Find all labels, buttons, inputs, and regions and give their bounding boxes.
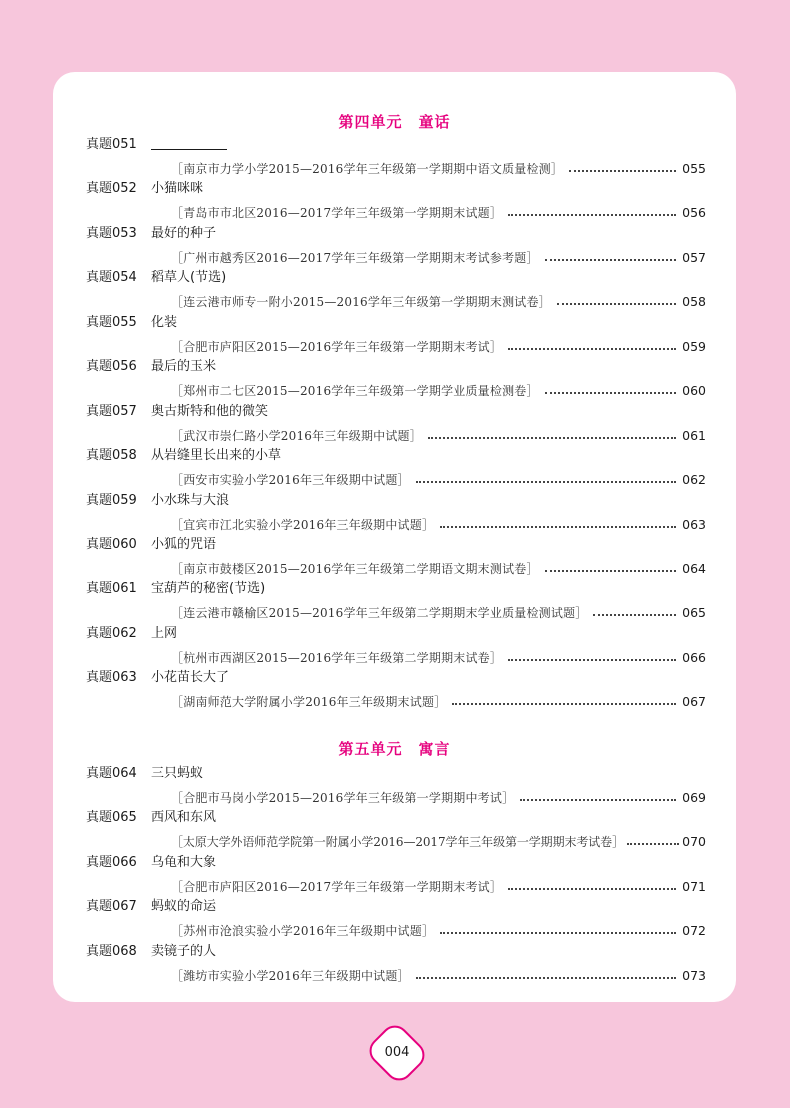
entry-source: ［宜宾市江北实验小学2016年三年级期中试题］ <box>171 517 435 532</box>
entry-source: ［西安市实验小学2016年三年级期中试题］ <box>171 472 410 487</box>
entry-source: ［杭州市西湖区2015—2016学年三年级第二学期期末试卷］ <box>171 650 503 665</box>
entry-page: 060 <box>682 382 706 398</box>
entry-code: 真题058 <box>86 448 137 463</box>
entry-title: 从岩缝里长出来的小草 <box>151 448 282 463</box>
entry-title: 稻草人(节选) <box>151 270 227 285</box>
entry-page: 073 <box>682 967 706 983</box>
unit4-heading: 第四单元 童话 <box>338 113 451 131</box>
dot-leader <box>545 392 676 394</box>
dot-leader <box>627 843 679 845</box>
dot-leader <box>593 614 676 616</box>
entry-title: 小花苗长大了 <box>151 670 230 685</box>
dot-leader <box>557 303 676 305</box>
entry-page: 065 <box>682 604 706 620</box>
entry-code: 真题061 <box>86 581 137 596</box>
entry-source: ［合肥市马岗小学2015—2016学年三年级第一学期期中考试］ <box>171 790 515 805</box>
entry-code: 真题056 <box>86 359 137 374</box>
entry-page: 071 <box>682 878 706 894</box>
entry-title: 上网 <box>151 626 178 641</box>
entry-code: 真题060 <box>86 537 137 552</box>
dot-leader <box>520 799 676 801</box>
contents-card <box>53 72 736 1002</box>
dot-leader <box>440 932 676 934</box>
entry-page: 058 <box>682 293 706 309</box>
entry-source: ［苏州市沧浪实验小学2016年三年级期中试题］ <box>171 923 435 938</box>
entry-page: 069 <box>682 789 706 805</box>
dot-leader <box>416 977 676 979</box>
dot-leader <box>508 888 676 890</box>
toc-entry-053[interactable] <box>53 224 736 268</box>
dot-leader <box>428 437 676 439</box>
entry-source: ［南京市力学小学2015—2016学年三年级第一学期期中语文质量检测］ <box>171 161 564 176</box>
entry-code: 真题068 <box>86 944 137 959</box>
entry-title: 奥古斯特和他的微笑 <box>151 404 269 419</box>
entry-code: 真题055 <box>86 315 137 330</box>
dot-leader <box>452 703 676 705</box>
dot-leader <box>545 259 676 261</box>
entry-page: 056 <box>682 204 706 220</box>
entry-page: 057 <box>682 249 706 265</box>
toc-entry-052[interactable] <box>53 179 736 223</box>
entry-title: 化装 <box>151 315 178 330</box>
entry-code: 真题054 <box>86 270 137 285</box>
toc-entry-063[interactable] <box>53 668 736 712</box>
toc-entry-062[interactable] <box>53 624 736 668</box>
toc-entry-067[interactable] <box>53 897 736 941</box>
entry-title: 小水珠与大浪 <box>151 493 230 508</box>
entry-page: 063 <box>682 516 706 532</box>
toc-entry-056[interactable] <box>53 357 736 401</box>
entry-title: 最后的玉米 <box>151 359 217 374</box>
entry-code: 真题067 <box>86 899 137 914</box>
toc-entry-068[interactable] <box>53 942 736 986</box>
entry-title-blank <box>151 139 227 150</box>
entry-title: 宝葫芦的秘密(节选) <box>151 581 266 596</box>
entry-source: ［连云港市师专一附小2015—2016学年三年级第一学期期末测试卷］ <box>171 294 551 309</box>
dot-leader <box>508 348 676 350</box>
entry-code: 真题052 <box>86 181 137 196</box>
entry-source: ［连云港市赣榆区2015—2016学年三年级第二学期期末学业质量检测试题］ <box>171 605 588 620</box>
unit5-heading: 第五单元 寓言 <box>338 740 451 758</box>
entry-code: 真题066 <box>86 855 137 870</box>
entry-source: ［郑州市二七区2015—2016学年三年级第一学期学业质量检测卷］ <box>171 383 539 398</box>
entry-page: 066 <box>682 649 706 665</box>
entry-page: 061 <box>682 427 706 443</box>
dot-leader <box>416 481 676 483</box>
entry-code: 真题065 <box>86 810 137 825</box>
entry-source: ［太原大学外语师范学院第一附属小学2016—2017学年三年级第一学期期末考试卷］ <box>171 834 624 849</box>
entry-page: 064 <box>682 560 706 576</box>
entry-title: 小狐的咒语 <box>151 537 217 552</box>
dot-leader <box>508 214 676 216</box>
entry-page: 067 <box>682 693 706 709</box>
entry-code: 真题057 <box>86 404 137 419</box>
entry-source: ［湖南师范大学附属小学2016年三年级期末试题］ <box>171 694 447 709</box>
entry-page: 055 <box>682 160 706 176</box>
entry-title: 蚂蚁的命运 <box>151 899 217 914</box>
entry-title: 三只蚂蚁 <box>151 766 204 781</box>
entry-code: 真题053 <box>86 226 137 241</box>
entry-source: ［南京市鼓楼区2015—2016学年三年级第二学期语文期末测试卷］ <box>171 561 539 576</box>
dot-leader <box>508 659 676 661</box>
entry-code: 真题059 <box>86 493 137 508</box>
toc-entry-065[interactable] <box>53 808 736 852</box>
entry-source: ［武汉市崇仁路小学2016年三年级期中试题］ <box>171 428 422 443</box>
toc-entry-066[interactable] <box>53 853 736 897</box>
entry-title: 卖镜子的人 <box>151 944 217 959</box>
dot-leader <box>545 570 676 572</box>
entry-code: 真题064 <box>86 766 137 781</box>
toc-entry-058[interactable] <box>53 446 736 490</box>
entry-source: ［合肥市庐阳区2016—2017学年三年级第一学期期末考试］ <box>171 879 503 894</box>
toc-entry-055[interactable] <box>53 313 736 357</box>
entry-page: 070 <box>682 833 706 849</box>
toc-entry-051[interactable] <box>53 135 736 179</box>
dot-leader <box>440 526 676 528</box>
entry-title: 小猫咪咪 <box>151 181 204 196</box>
toc-entry-054[interactable] <box>53 268 736 312</box>
entry-source: ［广州市越秀区2016—2017学年三年级第一学期期末考试参考题］ <box>171 250 539 265</box>
entry-source: ［潍坊市实验小学2016年三年级期中试题］ <box>171 968 410 983</box>
entry-source: ［合肥市庐阳区2015—2016学年三年级第一学期期末考试］ <box>171 339 503 354</box>
entry-title: 最好的种子 <box>151 226 217 241</box>
entry-code: 真题051 <box>86 137 137 152</box>
toc-entry-057[interactable] <box>53 402 736 446</box>
page-number: 004 <box>384 1045 410 1060</box>
toc-entry-060[interactable] <box>53 535 736 579</box>
entry-source: ［青岛市市北区2016—2017学年三年级第一学期期末试题］ <box>171 205 503 220</box>
dot-leader <box>569 170 676 172</box>
entry-code: 真题062 <box>86 626 137 641</box>
toc-entry-064[interactable] <box>53 764 736 808</box>
entry-title: 西风和东风 <box>151 810 217 825</box>
entry-title: 乌龟和大象 <box>151 855 217 870</box>
toc-entry-059[interactable] <box>53 491 736 535</box>
entry-page: 072 <box>682 922 706 938</box>
entry-page: 062 <box>682 471 706 487</box>
entry-page: 059 <box>682 338 706 354</box>
toc-entry-061[interactable] <box>53 579 736 623</box>
entry-code: 真题063 <box>86 670 137 685</box>
